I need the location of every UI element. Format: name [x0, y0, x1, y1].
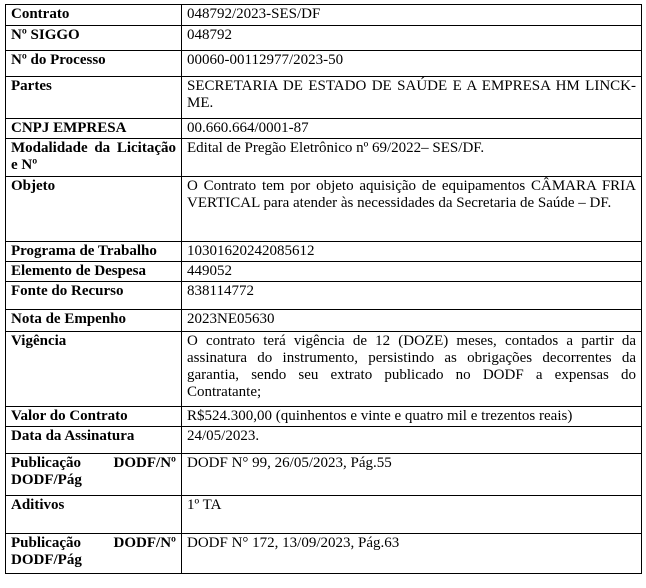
row-value: O contrato terá vigência de 12 (DOZE) meses, contados a partir da assinatura do instrumento, persistindo as obrigações decorrentes da garantia, sendo seu extrato publicado no DODF a expensas do Contratante; [182, 332, 642, 407]
row-value: 24/05/2023. [182, 427, 642, 454]
row-value: 048792 [182, 26, 642, 51]
table-row [6, 139, 642, 177]
table-row [6, 454, 642, 496]
row-label: Nº do Processo [6, 51, 182, 77]
row-label: Data da Assinatura [6, 427, 182, 454]
row-value: DODF N° 99, 26/05/2023, Pág.55 [182, 454, 642, 496]
row-label: Elemento de Despesa [6, 262, 182, 282]
row-label: Valor do Contrato [6, 407, 182, 427]
row-label: Contrato [6, 5, 182, 26]
row-label: Publicação DODF/Nº DODF/Pág [6, 454, 182, 496]
table-row [6, 496, 642, 534]
row-label: Publicação DODF/Nº DODF/Pág [6, 534, 182, 574]
table-row [6, 534, 642, 574]
row-label: Nº SIGGO [6, 26, 182, 51]
contract-table [5, 4, 642, 574]
row-value: 10301620242085612 [182, 242, 642, 262]
table-row [6, 282, 642, 310]
table-row [6, 119, 642, 139]
table-row [6, 332, 642, 407]
row-label: Partes [6, 77, 182, 119]
row-value: DODF N° 172, 13/09/2023, Pág.63 [182, 534, 642, 574]
row-label: Objeto [6, 177, 182, 242]
row-value: SECRETARIA DE ESTADO DE SAÚDE E A EMPRESA HM LINCK-ME. [182, 77, 642, 119]
row-label: Fonte do Recurso [6, 282, 182, 310]
table-row [6, 51, 642, 77]
table-row [6, 242, 642, 262]
row-value: 838114772 [182, 282, 642, 310]
table-row [6, 310, 642, 332]
table-row [6, 262, 642, 282]
row-value: 1º TA [182, 496, 642, 534]
row-label: Nota de Empenho [6, 310, 182, 332]
row-value: O Contrato tem por objeto aquisição de equipamentos CÂMARA FRIA VERTICAL para atender às necessidades da Secretaria de Saúde – DF. [182, 177, 642, 242]
table-row [6, 427, 642, 454]
row-label: Programa de Trabalho [6, 242, 182, 262]
row-label: Aditivos [6, 496, 182, 534]
row-value: 00060-00112977/2023-50 [182, 51, 642, 77]
table-row [6, 177, 642, 242]
row-value: R$524.300,00 (quinhentos e vinte e quatro mil e trezentos reais) [182, 407, 642, 427]
row-value: 048792/2023-SES/DF [182, 5, 642, 26]
row-label: CNPJ EMPRESA [6, 119, 182, 139]
row-value: Edital de Pregão Eletrônico nº 69/2022– SES/DF. [182, 139, 642, 177]
row-value: 449052 [182, 262, 642, 282]
table-row [6, 77, 642, 119]
row-value: 2023NE05630 [182, 310, 642, 332]
row-label: Modalidade da Licitação e Nº [6, 139, 182, 177]
row-value: 00.660.664/0001-87 [182, 119, 642, 139]
table-row [6, 26, 642, 51]
table-row [6, 407, 642, 427]
row-label: Vigência [6, 332, 182, 407]
table-row [6, 5, 642, 26]
